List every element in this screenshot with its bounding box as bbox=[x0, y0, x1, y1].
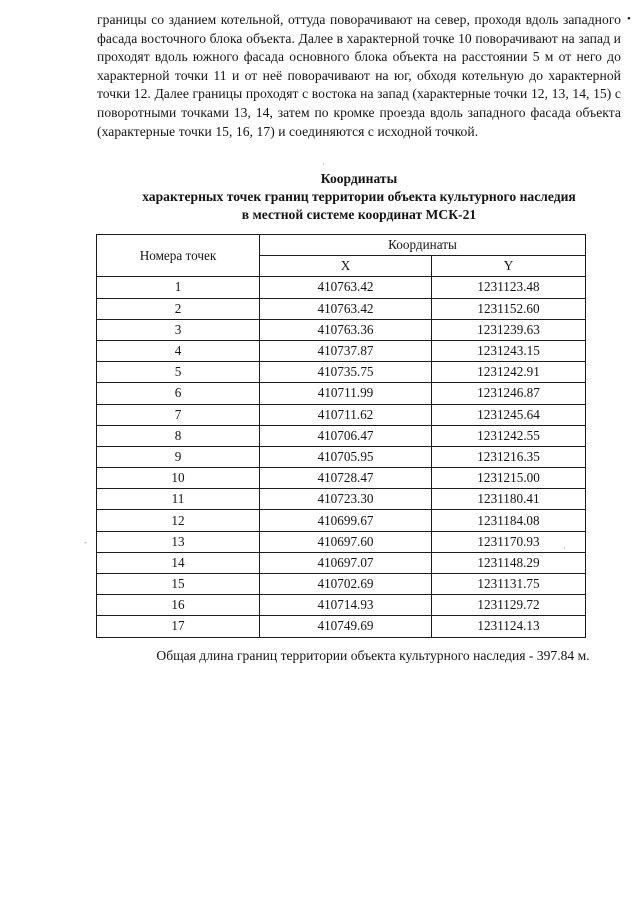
table-row bbox=[97, 298, 586, 319]
cell-y: 1231124.13 bbox=[432, 616, 586, 637]
cell-x: 410702.69 bbox=[260, 574, 432, 595]
cell-point-number: 3 bbox=[97, 319, 260, 340]
table-row bbox=[97, 552, 586, 573]
cell-y: 1231123.48 bbox=[432, 277, 586, 298]
table-row bbox=[97, 446, 586, 467]
header-x: X bbox=[260, 256, 432, 277]
cell-point-number: 17 bbox=[97, 616, 260, 637]
table-row bbox=[97, 574, 586, 595]
total-length-note bbox=[97, 647, 621, 665]
cell-x: 410763.42 bbox=[260, 298, 432, 319]
heading-coordinate-system: в местной системе координат МСК-21 bbox=[241, 207, 477, 222]
header-point-numbers: Номера точек bbox=[97, 235, 260, 277]
cell-y: 1231245.64 bbox=[432, 404, 586, 425]
table-row bbox=[97, 277, 586, 298]
cell-point-number: 15 bbox=[97, 574, 260, 595]
cell-x: 410711.99 bbox=[260, 383, 432, 404]
cell-y: 1231243.15 bbox=[432, 340, 586, 361]
header-coordinates: Координаты bbox=[260, 235, 586, 256]
cell-point-number: 13 bbox=[97, 531, 260, 552]
cell-point-number: 14 bbox=[97, 552, 260, 573]
cell-x: 410714.93 bbox=[260, 595, 432, 616]
cell-x: 410735.75 bbox=[260, 362, 432, 383]
table-body bbox=[97, 277, 586, 637]
cell-y: 1231170.93 bbox=[432, 531, 586, 552]
cell-y: 1231239.63 bbox=[432, 319, 586, 340]
table-row bbox=[97, 616, 586, 637]
cell-y: 1231215.00 bbox=[432, 468, 586, 489]
table-header-row bbox=[97, 235, 586, 256]
cell-point-number: 1 bbox=[97, 277, 260, 298]
cell-x: 410705.95 bbox=[260, 446, 432, 467]
cell-x: 410728.47 bbox=[260, 468, 432, 489]
total-length-text: Общая длина границ территории объекта культурного наследия - 397.84 м. bbox=[156, 648, 590, 663]
cell-point-number: 16 bbox=[97, 595, 260, 616]
cell-x: 410763.42 bbox=[260, 277, 432, 298]
table-row bbox=[97, 404, 586, 425]
cell-y: 1231148.29 bbox=[432, 552, 586, 573]
cell-point-number: 7 bbox=[97, 404, 260, 425]
cell-y: 1231152.60 bbox=[432, 298, 586, 319]
table-row bbox=[97, 340, 586, 361]
cell-x: 410699.67 bbox=[260, 510, 432, 531]
cell-x: 410723.30 bbox=[260, 489, 432, 510]
table-row bbox=[97, 489, 586, 510]
cell-point-number: 9 bbox=[97, 446, 260, 467]
cell-y: 1231246.87 bbox=[432, 383, 586, 404]
cell-y: 1231216.35 bbox=[432, 446, 586, 467]
cell-x: 410697.60 bbox=[260, 531, 432, 552]
cell-x: 410749.69 bbox=[260, 616, 432, 637]
scan-speck: · bbox=[322, 159, 325, 169]
cell-point-number: 4 bbox=[97, 340, 260, 361]
table-row bbox=[97, 531, 586, 552]
cell-x: 410763.36 bbox=[260, 319, 432, 340]
table-row bbox=[97, 468, 586, 489]
cell-point-number: 5 bbox=[97, 362, 260, 383]
cell-x: 410706.47 bbox=[260, 425, 432, 446]
cell-y: 1231131.75 bbox=[432, 574, 586, 595]
scan-artifact-dot: • bbox=[627, 13, 631, 25]
table-row bbox=[97, 425, 586, 446]
table-row bbox=[97, 383, 586, 404]
heading-subtitle: характерных точек границ территории объекта культурного наследия bbox=[142, 189, 576, 204]
cell-point-number: 10 bbox=[97, 468, 260, 489]
header-y: Y bbox=[432, 256, 586, 277]
cell-point-number: 8 bbox=[97, 425, 260, 446]
heading-title: Координаты bbox=[320, 171, 398, 186]
cell-point-number: 6 bbox=[97, 383, 260, 404]
cell-x: 410737.87 bbox=[260, 340, 432, 361]
cell-y: 1231180.41 bbox=[432, 489, 586, 510]
coordinates-table bbox=[96, 234, 586, 638]
scan-speck: · bbox=[563, 543, 566, 553]
table-row bbox=[97, 595, 586, 616]
cell-y: 1231242.55 bbox=[432, 425, 586, 446]
cell-point-number: 2 bbox=[97, 298, 260, 319]
table-row bbox=[97, 510, 586, 531]
table-heading bbox=[97, 170, 621, 224]
cell-x: 410711.62 bbox=[260, 404, 432, 425]
table-row bbox=[97, 362, 586, 383]
cell-y: 1231129.72 bbox=[432, 595, 586, 616]
cell-x: 410697.07 bbox=[260, 552, 432, 573]
cell-point-number: 12 bbox=[97, 510, 260, 531]
cell-y: 1231242.91 bbox=[432, 362, 586, 383]
boundary-description-paragraph: границы со зданием котельной, оттуда поворачивают на север, проходя вдоль западного фасада восточного блока объекта. Далее в характерной точке 10 поворачивают на запад и проходят вдоль южного фасада основного блока объекта на расстоянии 5 м от него до характерной точки 11 и от неё поворачивают на юг, обходя котельную до характерной точки 12. Далее границы проходят с востока на запад (характерные точки 12, 13, 14, 15) с поворотными точками 13, 14, затем по кромке проезда вдоль западного фасада объекта (характерные точки 15, 16, 17) и соединяются с исходной точкой. bbox=[97, 12, 621, 139]
table-row bbox=[97, 319, 586, 340]
scan-speck: - bbox=[84, 537, 87, 547]
cell-y: 1231184.08 bbox=[432, 510, 586, 531]
cell-point-number: 11 bbox=[97, 489, 260, 510]
